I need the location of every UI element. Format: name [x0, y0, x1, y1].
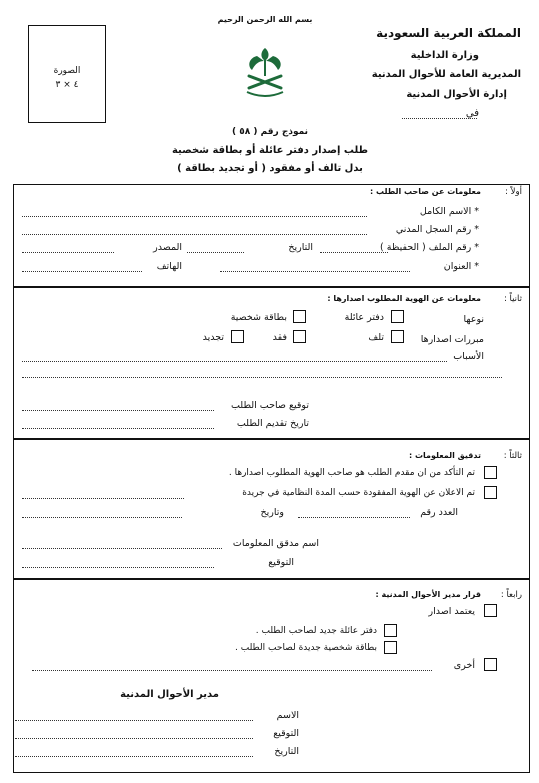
new-family-book-checkbox[interactable] — [384, 624, 397, 637]
address-label: * العنوان — [443, 261, 479, 272]
family-book-checkbox[interactable] — [391, 310, 404, 323]
director-name-label: الاسم — [276, 710, 299, 721]
directorate-title: المديرية العامة للأحوال المدنية — [371, 69, 521, 80]
auditor-field[interactable] — [22, 548, 222, 549]
new-family-book-label: دفتر عائلة جديد لصاحب الطلب . — [255, 626, 377, 636]
director-signature-field[interactable] — [15, 738, 253, 739]
section4-number: رابعاً : — [500, 590, 522, 600]
section3-heading: تدقيق المعلومات : — [408, 451, 481, 460]
director-date-field[interactable] — [15, 756, 253, 757]
section1-number: أولاً : — [505, 187, 522, 197]
announcement-checkbox[interactable] — [484, 486, 497, 499]
model-number: نموذج رقم ( ٥٨ ) — [231, 127, 309, 137]
submit-date-field[interactable] — [22, 428, 214, 429]
family-book-label: دفتر عائلة — [344, 312, 384, 323]
auditor-signature-field[interactable] — [22, 567, 214, 568]
director-name-field[interactable] — [15, 720, 253, 721]
phone-field[interactable] — [22, 271, 142, 272]
form-title-1: طلب إصدار دفتر عائلة أو بطاقة شخصية — [171, 145, 369, 156]
issue-date-field[interactable] — [22, 517, 182, 518]
in-label: في — [465, 108, 479, 119]
causes-field-1[interactable] — [22, 361, 447, 362]
file-no-label: * رقم الملف ( الحفيظة ) — [380, 242, 479, 253]
section1-heading: معلومات عن صاحب الطلب : — [370, 187, 481, 196]
approve-checkbox[interactable] — [484, 604, 497, 617]
ministry-title: وزارة الداخلية — [410, 50, 479, 61]
identity-confirmed-label: تم التأكد من ان مقدم الطلب هو صاحب الهوية المطلوب اصدارها . — [228, 468, 475, 478]
full-name-field[interactable] — [22, 216, 367, 217]
newspaper-field[interactable] — [22, 498, 184, 499]
issue-no-label: العدد رقم — [420, 507, 458, 518]
in-field[interactable] — [402, 118, 477, 119]
issue-no-field[interactable] — [298, 517, 410, 518]
damaged-label: تلف — [368, 332, 384, 343]
saudi-emblem-icon — [235, 42, 295, 102]
applicant-signature-label: توقيع صاحب الطلب — [230, 400, 309, 411]
file-source-field[interactable] — [22, 252, 114, 253]
approve-label: يعتمد اصدار — [428, 606, 475, 617]
auditor-signature-label: التوقيع — [268, 557, 294, 568]
submit-date-label: تاريخ تقديم الطلب — [236, 418, 309, 429]
auditor-label: اسم مدقق المعلومات — [232, 538, 319, 549]
type-label: نوعها — [463, 314, 484, 325]
other-checkbox[interactable] — [484, 658, 497, 671]
file-no-field[interactable] — [320, 252, 388, 253]
file-date-label: التاريخ — [288, 242, 313, 253]
lost-label: فقد — [272, 332, 287, 343]
address-field[interactable] — [220, 271, 410, 272]
damaged-checkbox[interactable] — [391, 330, 404, 343]
new-id-card-checkbox[interactable] — [384, 641, 397, 654]
file-date-field[interactable] — [187, 252, 244, 253]
director-date-label: التاريخ — [274, 746, 299, 757]
director-title: مدير الأحوال المدنية — [120, 689, 219, 700]
phone-label: الهاتف — [156, 261, 182, 272]
form-title-2: بدل تالف أو مفقود ( أو تجديد بطاقة ) — [177, 163, 363, 174]
photo-box — [28, 25, 106, 123]
department-title: إدارة الأحوال المدنية — [406, 89, 507, 100]
kingdom-title: المملكة العربية السعودية — [376, 26, 521, 40]
file-source-label: المصدر — [153, 242, 182, 253]
other-field[interactable] — [32, 670, 432, 671]
identity-confirmed-checkbox[interactable] — [484, 466, 497, 479]
full-name-label: * الاسم الكامل — [419, 206, 479, 217]
photo-size: ٤ × ٣ — [55, 80, 79, 90]
renewal-label: تجديد — [202, 332, 224, 343]
applicant-signature-field[interactable] — [22, 410, 214, 411]
photo-label: الصورة — [53, 66, 81, 76]
announcement-label: تم الاعلان عن الهوية المفقودة حسب المدة النظامية في جريدة — [242, 488, 475, 498]
section2-number: ثانياً : — [503, 294, 522, 304]
lost-checkbox[interactable] — [293, 330, 306, 343]
director-signature-label: التوقيع — [273, 728, 299, 739]
section2-heading: معلومات عن الهوية المطلوب اصدارها : — [327, 294, 481, 303]
renewal-checkbox[interactable] — [231, 330, 244, 343]
id-card-checkbox[interactable] — [293, 310, 306, 323]
new-id-card-label: بطاقة شخصية جديدة لصاحب الطلب . — [235, 643, 377, 653]
other-label: أخرى — [453, 660, 475, 671]
section-document-info — [13, 287, 530, 439]
id-card-label: بطاقة شخصية — [230, 312, 287, 323]
causes-field-2[interactable] — [22, 377, 502, 378]
issue-date-label: وتاريخ — [260, 507, 284, 518]
section4-heading: قرار مدير الأحوال المدنية : — [375, 590, 481, 599]
section3-number: ثالثاً : — [503, 451, 522, 461]
reasons-label: مبررات اصدارها — [420, 334, 484, 345]
causes-label: الأسباب — [453, 351, 484, 362]
civil-reg-label: * رقم السجل المدني — [395, 224, 479, 235]
basmala: بسم الله الرحمن الرحيم — [217, 15, 313, 24]
civil-reg-field[interactable] — [22, 234, 367, 235]
